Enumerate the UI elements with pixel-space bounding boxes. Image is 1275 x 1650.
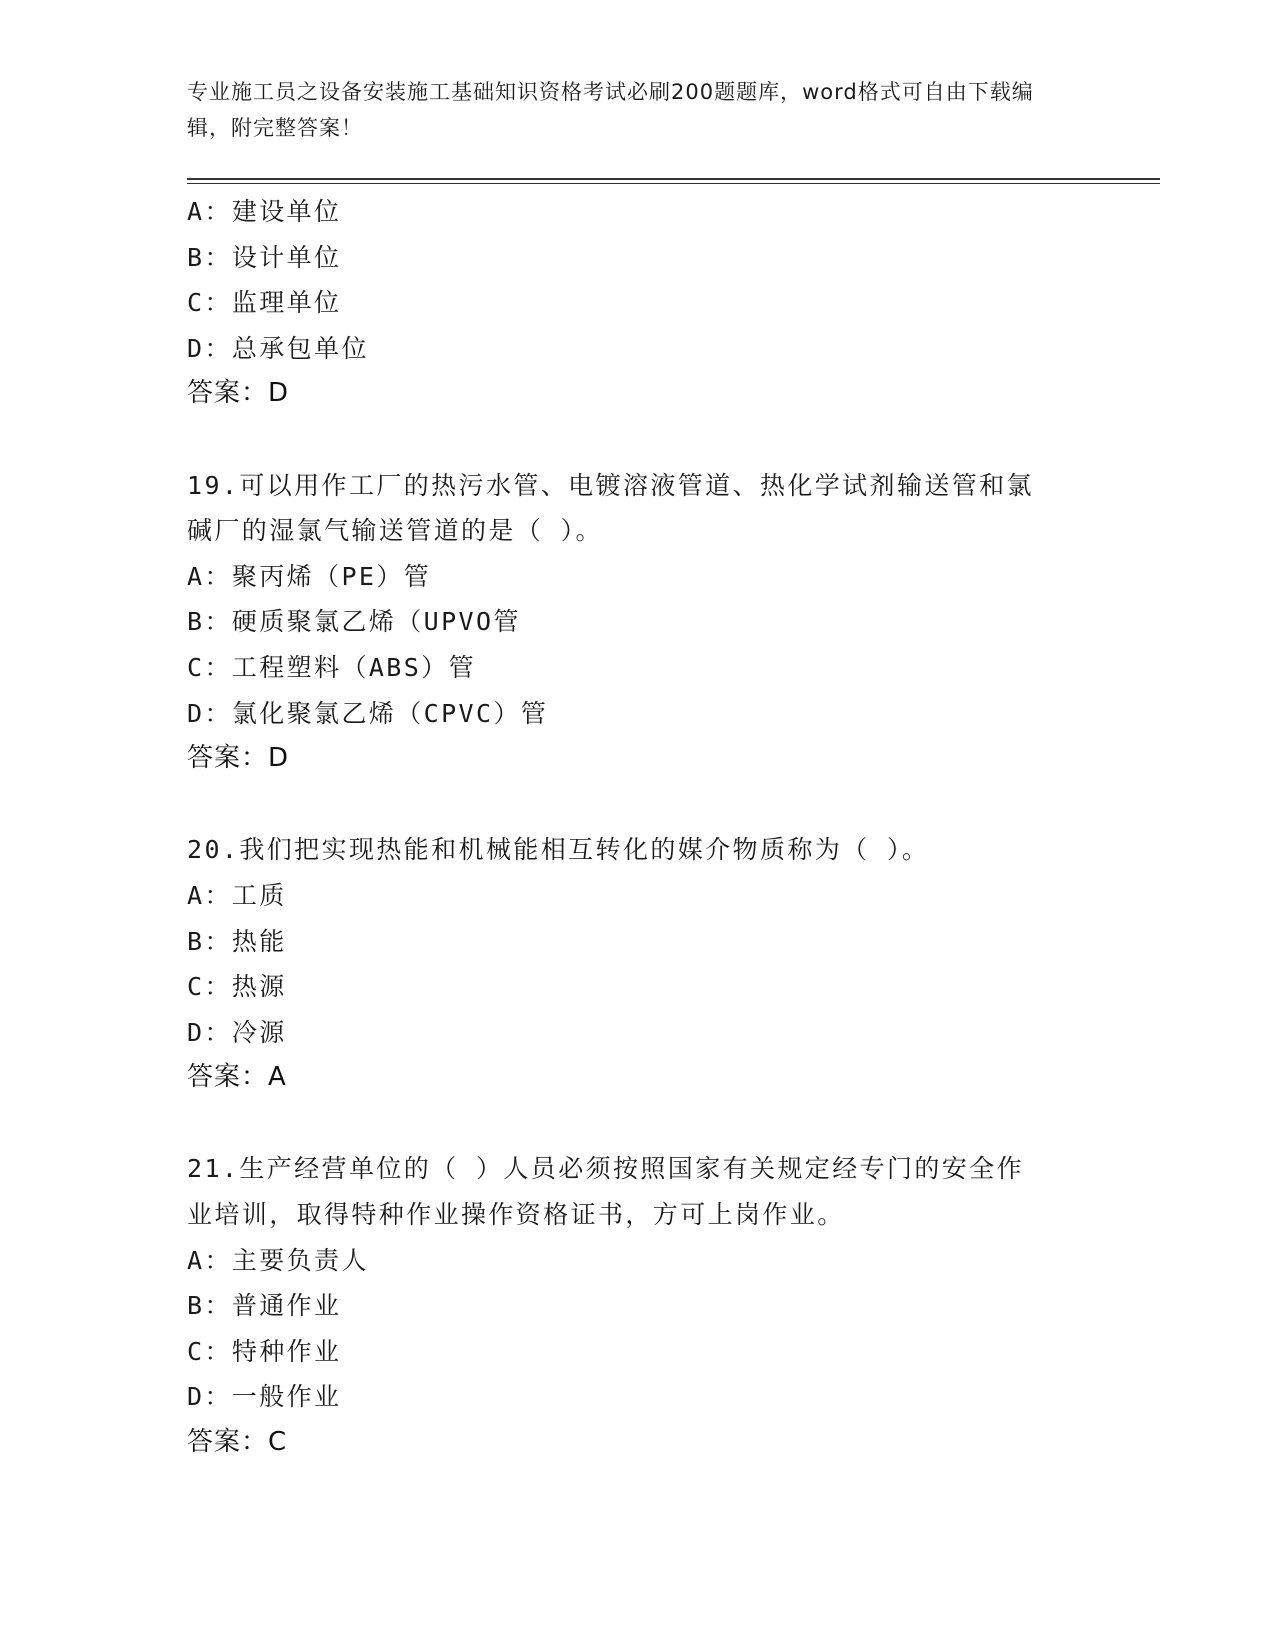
question-stem-line: 20.我们把实现热能和机械能相互转化的媒介物质称为（ ）。 (187, 835, 930, 865)
question-stem-line: 碱厂的湿氯气输送管道的是（ ）。 (187, 516, 603, 546)
question-stem-line: 业培训，取得特种作业操作资格证书，方可上岗作业。 (187, 1200, 845, 1230)
option-d: D：氯化聚氯乙烯（CPVC）管 (187, 698, 549, 728)
option-b: B：设计单位 (187, 242, 342, 272)
answer-line: 答案：D (187, 378, 290, 409)
header-divider-thin (187, 183, 1160, 184)
option-a: A：主要负责人 (187, 1245, 369, 1275)
question-stem-line: 21.生产经营单位的（ ）人员必须按照国家有关规定经专门的安全作 (187, 1154, 1025, 1184)
option-d: D：冷源 (187, 1017, 287, 1047)
answer-line: 答案：A (187, 1062, 287, 1093)
question-20 (187, 827, 1147, 1101)
question-spacer (187, 1101, 1147, 1147)
answer-line: 答案：C (187, 1427, 288, 1458)
option-b: B：硬质聚氯乙烯（UPVO管 (187, 607, 521, 637)
option-d: D：总承包单位 (187, 333, 369, 363)
question-list (187, 189, 1147, 1466)
question-spacer (187, 782, 1147, 828)
question-18 (187, 189, 1147, 417)
document-header: 专业施工员之设备安装施工基础知识资格考试必刷200题题库，word格式可自由下载编辑，附完整答案！ (187, 80, 1034, 140)
question-19 (187, 463, 1147, 782)
question-stem-line: 19.可以用作工厂的热污水管、电镀溶液管道、热化学试剂输送管和氯 (187, 470, 1034, 500)
header-divider-thick (187, 178, 1160, 180)
option-c: C：特种作业 (187, 1336, 342, 1366)
option-c: C：热源 (187, 972, 287, 1002)
answer-line: 答案：D (187, 743, 290, 774)
option-a: A：聚丙烯（PE）管 (187, 561, 432, 591)
option-c: C：工程塑料（ABS）管 (187, 652, 477, 682)
option-a: A：工质 (187, 880, 287, 910)
option-d: D：一般作业 (187, 1382, 342, 1412)
question-spacer (187, 417, 1147, 463)
option-c: C：监理单位 (187, 288, 342, 318)
option-b: B：热能 (187, 926, 287, 956)
option-b: B：普通作业 (187, 1291, 342, 1321)
question-21 (187, 1146, 1147, 1465)
option-a: A：建设单位 (187, 197, 342, 226)
